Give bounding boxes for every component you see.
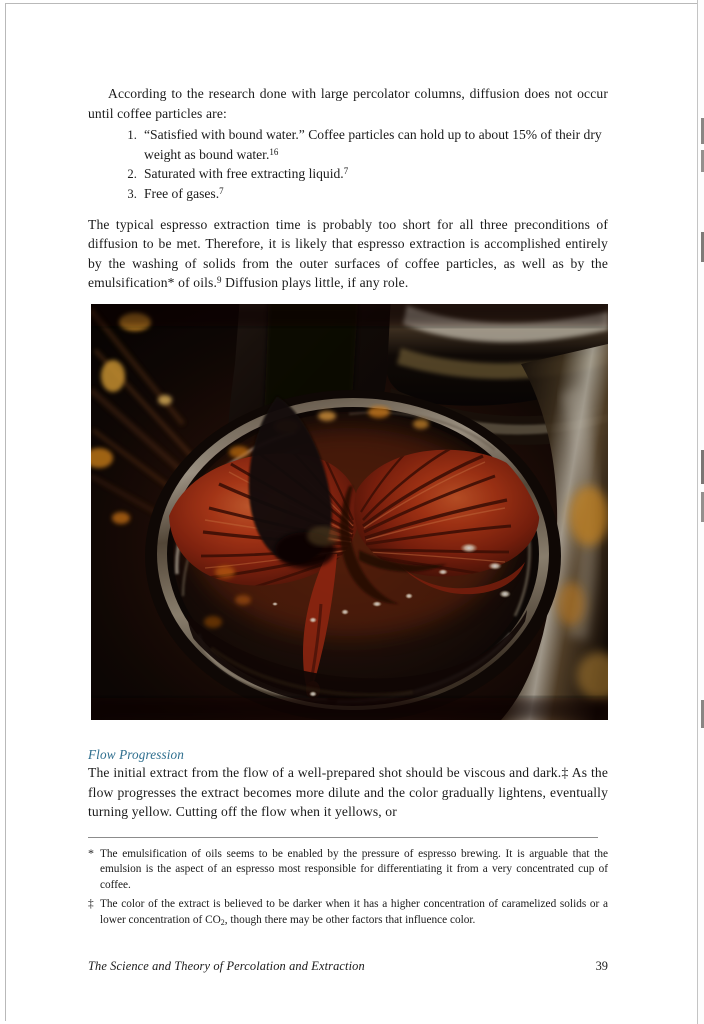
footnote-separator-rule (88, 837, 598, 838)
running-head-title: The Science and Theory of Percolation and Extraction (88, 959, 365, 973)
figure-espresso-extraction (91, 304, 608, 720)
footnote-text-b: , though there may be other factors that influence color. (224, 913, 476, 926)
list-item-text: Free of gases. (144, 185, 220, 201)
facing-page-sliver (697, 0, 704, 1024)
footnote-asterisk (88, 847, 608, 893)
footnote-text-a: The color of the extract is believed to be darker when it has a higher concentration of caramelized solids or a lower concentration of CO (100, 898, 608, 926)
book-page (5, 3, 697, 1021)
co2-subscript: 2 (220, 917, 225, 927)
list-item (140, 164, 608, 184)
footnote-ref[interactable]: 16 (269, 146, 279, 157)
list-item (140, 184, 608, 204)
flow-progression-section (88, 746, 608, 822)
footnote-doubledagger (88, 897, 608, 928)
footnotes-block (88, 837, 608, 932)
section-heading: Flow Progression (88, 747, 185, 762)
paragraph-flow-progression: The initial extract from the flow of a well-prepared shot should be viscous and dark.‡ As the flow progresses the extract becomes more dilute and the color gradually lightens, eventually turning yellow. Cutting off the flow when it yellows, or (88, 765, 608, 820)
page-number: 39 (595, 959, 608, 973)
footnote-ref[interactable]: 7 (219, 185, 224, 196)
list-item (140, 125, 608, 164)
figure-image (91, 304, 608, 720)
preconditions-list (88, 125, 608, 203)
list-item-text: “Satisfied with bound water.” Coffee particles can hold up to about 15% of their dry weight as bound water. (144, 127, 602, 162)
main-text-column (88, 84, 608, 293)
footnote-text: The emulsification of oils seems to be enabled by the pressure of espresso brewing. It is arguable that the emulsion is the aspect of an espresso most responsible for differentiating it from a very concentrated cup of coffee. (100, 848, 608, 891)
footnote-ref[interactable]: 9 (217, 275, 222, 286)
running-foot (88, 959, 608, 974)
paragraph-extraction-text-b: Diffusion plays little, if any role. (221, 275, 409, 291)
paragraph-extraction (88, 215, 608, 293)
footnote-marker: * (88, 846, 94, 860)
paragraph-extraction-text-a: The typical espresso extraction time is probably too short for all three preconditions of diffusion to be met. Therefore, it is likely that espresso extraction is accomplished entirely by the washing of solids from the outer surfaces of coffee particles, as well as by the emulsification* of oils. (88, 216, 608, 291)
footnote-ref[interactable]: 7 (343, 166, 349, 177)
paragraph-gap (88, 204, 608, 215)
footnote-marker: ‡ (88, 898, 94, 911)
paragraph-intro: According to the research done with large percolator columns, diffusion does not occur until coffee particles are: (88, 86, 608, 121)
list-item-text: Saturated with free extracting liquid. (144, 166, 344, 182)
